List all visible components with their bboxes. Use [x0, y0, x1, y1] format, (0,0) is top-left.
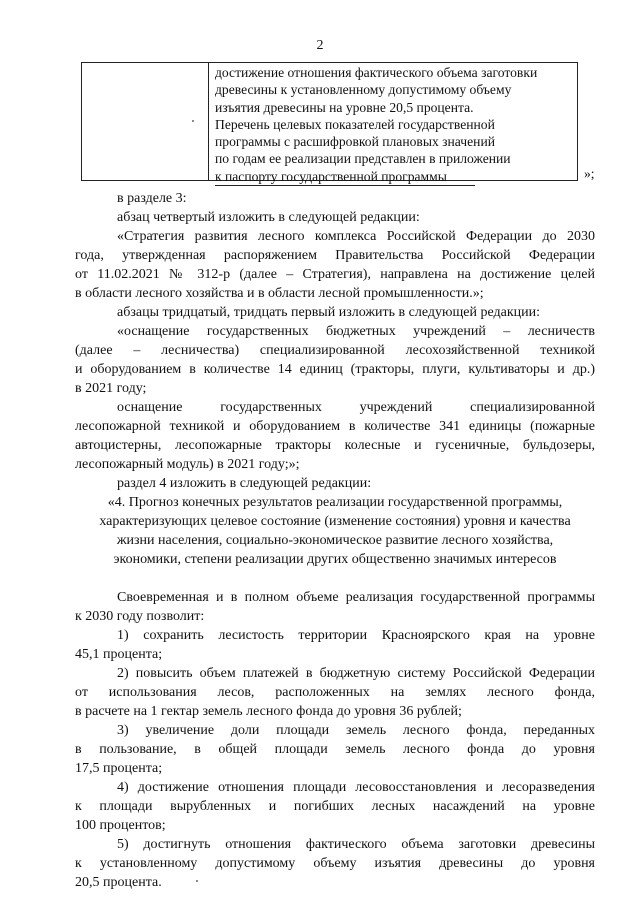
body-line: (далее – лесничества) специализированной лесохозяйственной техникой	[75, 343, 595, 358]
body-line: 3) увеличение доли площади земель лесного фонда, переданных	[117, 723, 595, 738]
table-line: к паспорту государственной программы	[215, 168, 475, 186]
body-line: в разделе 3:	[117, 191, 187, 206]
body-line: от 11.02.2021 № 312-р (далее – Стратегия), направлена на достижение целей	[75, 267, 595, 282]
body-line: абзацы тридцатый, тридцать первый изложить в следующей редакции:	[117, 305, 540, 320]
body-line: лесопожарный модуль) в 2021 году;»;	[75, 457, 300, 472]
section-heading-line: «4. Прогноз конечных результатов реализации государственной программы,	[107, 495, 563, 510]
body-line: к площади вырубленных и погибших лесных насаждений на уровне	[75, 799, 595, 814]
body-line: лесопожарной техникой и оборудованием в количестве 341 единицы (пожарные	[75, 419, 595, 434]
body-line: «Стратегия развития лесного комплекса Российской Федерации до 2030	[117, 229, 595, 244]
body-line: 2) повысить объем платежей в бюджетную систему Российской Федерации	[117, 666, 595, 681]
page-number: 2	[316, 38, 324, 53]
continuation-table	[81, 62, 578, 184]
body-line: в области лесного хозяйства и в области лесной промышленности.»;	[75, 286, 484, 301]
body-line: «оснащение государственных бюджетных учреждений – лесничеств	[117, 324, 595, 339]
body-line: 5) достигнуть отношения фактического объема заготовки древесины	[117, 837, 595, 852]
body-line: в 2021 году;	[75, 381, 147, 396]
body-line: 1) сохранить лесистость территории Красноярского края на уровне	[117, 628, 595, 643]
body-line: и оборудованием в количестве 14 единиц (тракторы, плуги, культиваторы и др.)	[75, 362, 595, 377]
body-line: к установленному допустимому объему изъятия древесины до уровня	[75, 856, 595, 871]
section-heading-line: жизни населения, социально-экономическое развитие лесного хозяйства,	[116, 533, 554, 548]
body-line: 17,5 процента;	[75, 761, 163, 776]
table-closing-quote: »;	[584, 166, 595, 181]
body-line: абзац четвертый изложить в следующей редакции:	[117, 210, 420, 225]
table-line: по годам ее реализации представлен в приложении	[215, 151, 511, 167]
table-column-divider	[208, 63, 209, 180]
table-line: изъятия древесины на уровне 20,5 процента.	[215, 99, 474, 115]
table-line: древесины к установленному допустимому объему	[215, 82, 512, 98]
table-line: программы с расшифровкой плановых значений	[215, 134, 495, 150]
body-line: года, утвержденная распоряжением Правительства Российской Федерации	[75, 248, 595, 263]
body-line: 4) достижение отношения площади лесовосстановления и лесоразведения	[117, 780, 595, 795]
body-line: автоцистерны, лесопожарные тракторы колесные и гусеничные, бульдозеры,	[75, 438, 595, 453]
table-line: Перечень целевых показателей государственной	[215, 116, 495, 132]
section-heading-line: характеризующих целевое состояние (изменение состояния) уровня и качества	[99, 514, 571, 529]
table-cell	[215, 64, 575, 185]
body-line: в расчете на 1 гектар земель лесного фонда до уровня 36 рублей;	[75, 704, 462, 719]
scan-speck	[192, 120, 194, 122]
section-heading-line: экономики, степени реализации других общественно значимых интересов	[113, 552, 557, 567]
body-line: к 2030 году позволит:	[75, 609, 205, 624]
body-line: 45,1 процента;	[75, 647, 163, 662]
body-line: 100 процентов;	[75, 818, 166, 833]
body-line: Своевременная и в полном объеме реализация государственной программы	[117, 590, 595, 605]
table-line: достижение отношения фактического объема заготовки	[215, 65, 538, 80]
body-line: оснащение государственных учреждений специализированной	[117, 400, 595, 415]
body-line: в пользование, в общей площади земель лесного фонда до уровня	[75, 742, 595, 757]
body-line: 20,5 процента.	[75, 875, 162, 890]
body-line: раздел 4 изложить в следующей редакции:	[117, 476, 372, 491]
body-line: от использования лесов, расположенных на землях лесного фонда,	[75, 685, 595, 700]
